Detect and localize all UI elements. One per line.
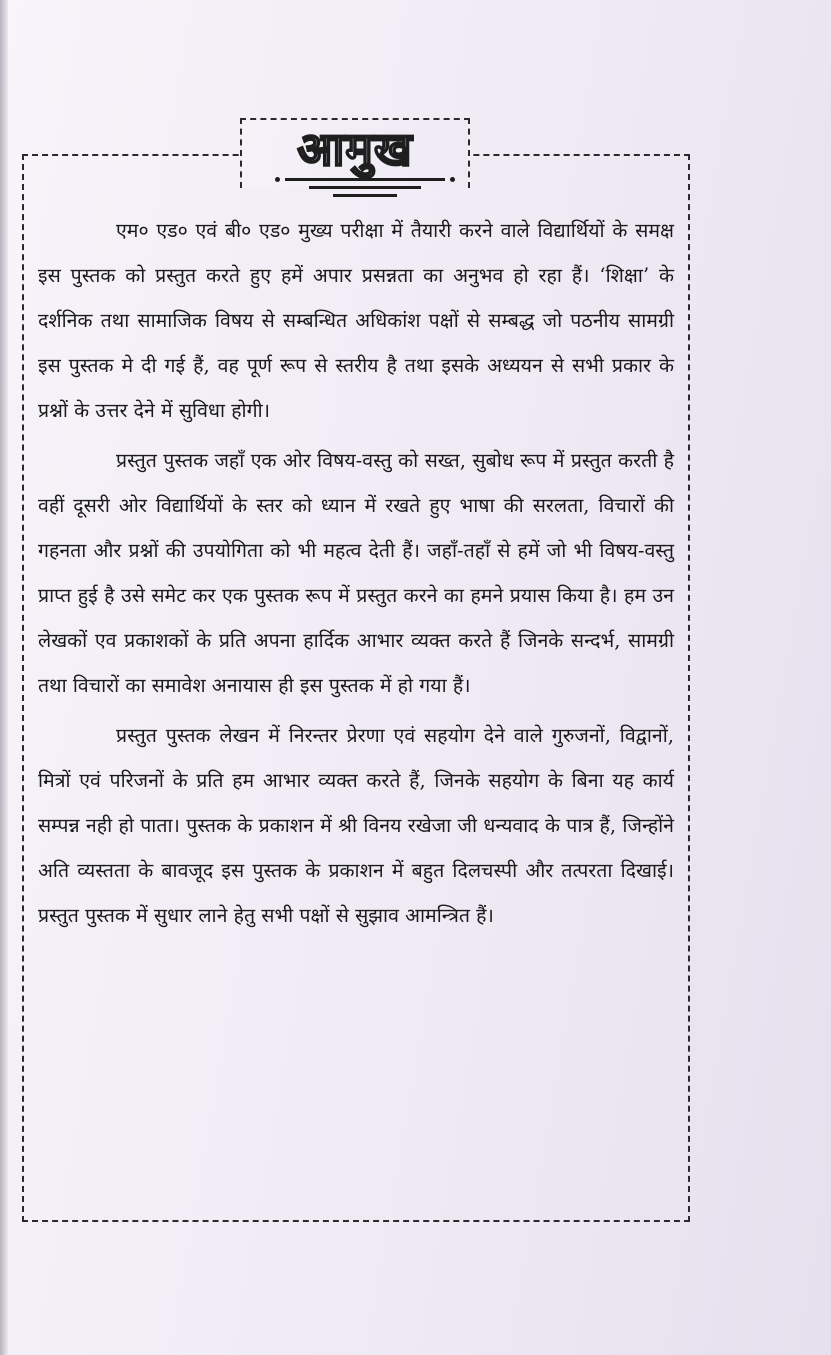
page-binding-edge [0,0,8,1355]
title-ornament-icon [285,178,445,204]
paragraph-3: प्रस्तुत पुस्तक लेखन में निरन्तर प्रेरणा एवं सहयोग देने वाले गुरुजनों, विद्वानों, मित्रों एवं परिजनों के प्रति हम आभार व्यक्त करते हैं, जिनके सहयोग के बिना यह कार्य सम्पन्न नही हो पाता। पुस्तक के प्रकाशन में श्री विनय रखेजा जी धन्यवाद के पात्र हैं, जिन्होंने अति व्यस्तता के बावजूद इस पुस्तक के प्रकाशन में बहुत दिलचस्पी और तत्परता दिखाई। प्रस्तुत पुस्तक में सुधार लाने हेतु सभी पक्षों से सुझाव आमन्त्रित हैं। [38,724,674,927]
foreword-body [38,208,674,938]
paragraph-2: प्रस्तुत पुस्तक जहाँ एक ओर विषय-वस्तु को सख्त, सुबोध रूप में प्रस्तुत करती है वहीं दूसरी ओर विद्यार्थियों के स्तर को ध्यान में रखते हुए भाषा की सरलता, विचारों की गहनता और प्रश्नों की उपयोगिता को भी महत्व देती हैं। जहाँ-तहाँ से हमें जो भी विषय-वस्तु प्राप्त हुई है उसे समेट कर एक पुस्तक रूप में प्रस्तुत करने का हमने प्रयास किया है। हम उन लेखकों एव प्रकाशकों के प्रति अपना हार्दिक आभार व्यक्त करते हैं जिनके सन्दर्भ, सामग्री तथा विचारों का समावेश अनायास ही इस पुस्तक में हो गया हैं। [38,449,674,697]
page-title: आमुख [297,122,413,176]
paragraph-1: एम० एड० एवं बी० एड० मुख्य परीक्षा में तैयारी करने वाले विद्यार्थियों के समक्ष इस पुस्तक को प्रस्तुत करते हुए हमें अपार प्रसन्नता का अनुभव हो रहा हैं। ‘शिक्षा’ के दर्शनिक तथा सामाजिक विषय से सम्बन्धित अधिकांश पक्षों से सम्बद्ध जो पठनीय सामग्री इस पुस्तक मे दी गई हैं, वह पूर्ण रूप से स्तरीय है तथा इसके अध्ययन से सभी प्रकार के प्रश्नों के उत्तर देने में सुविधा होगी। [38,219,674,422]
